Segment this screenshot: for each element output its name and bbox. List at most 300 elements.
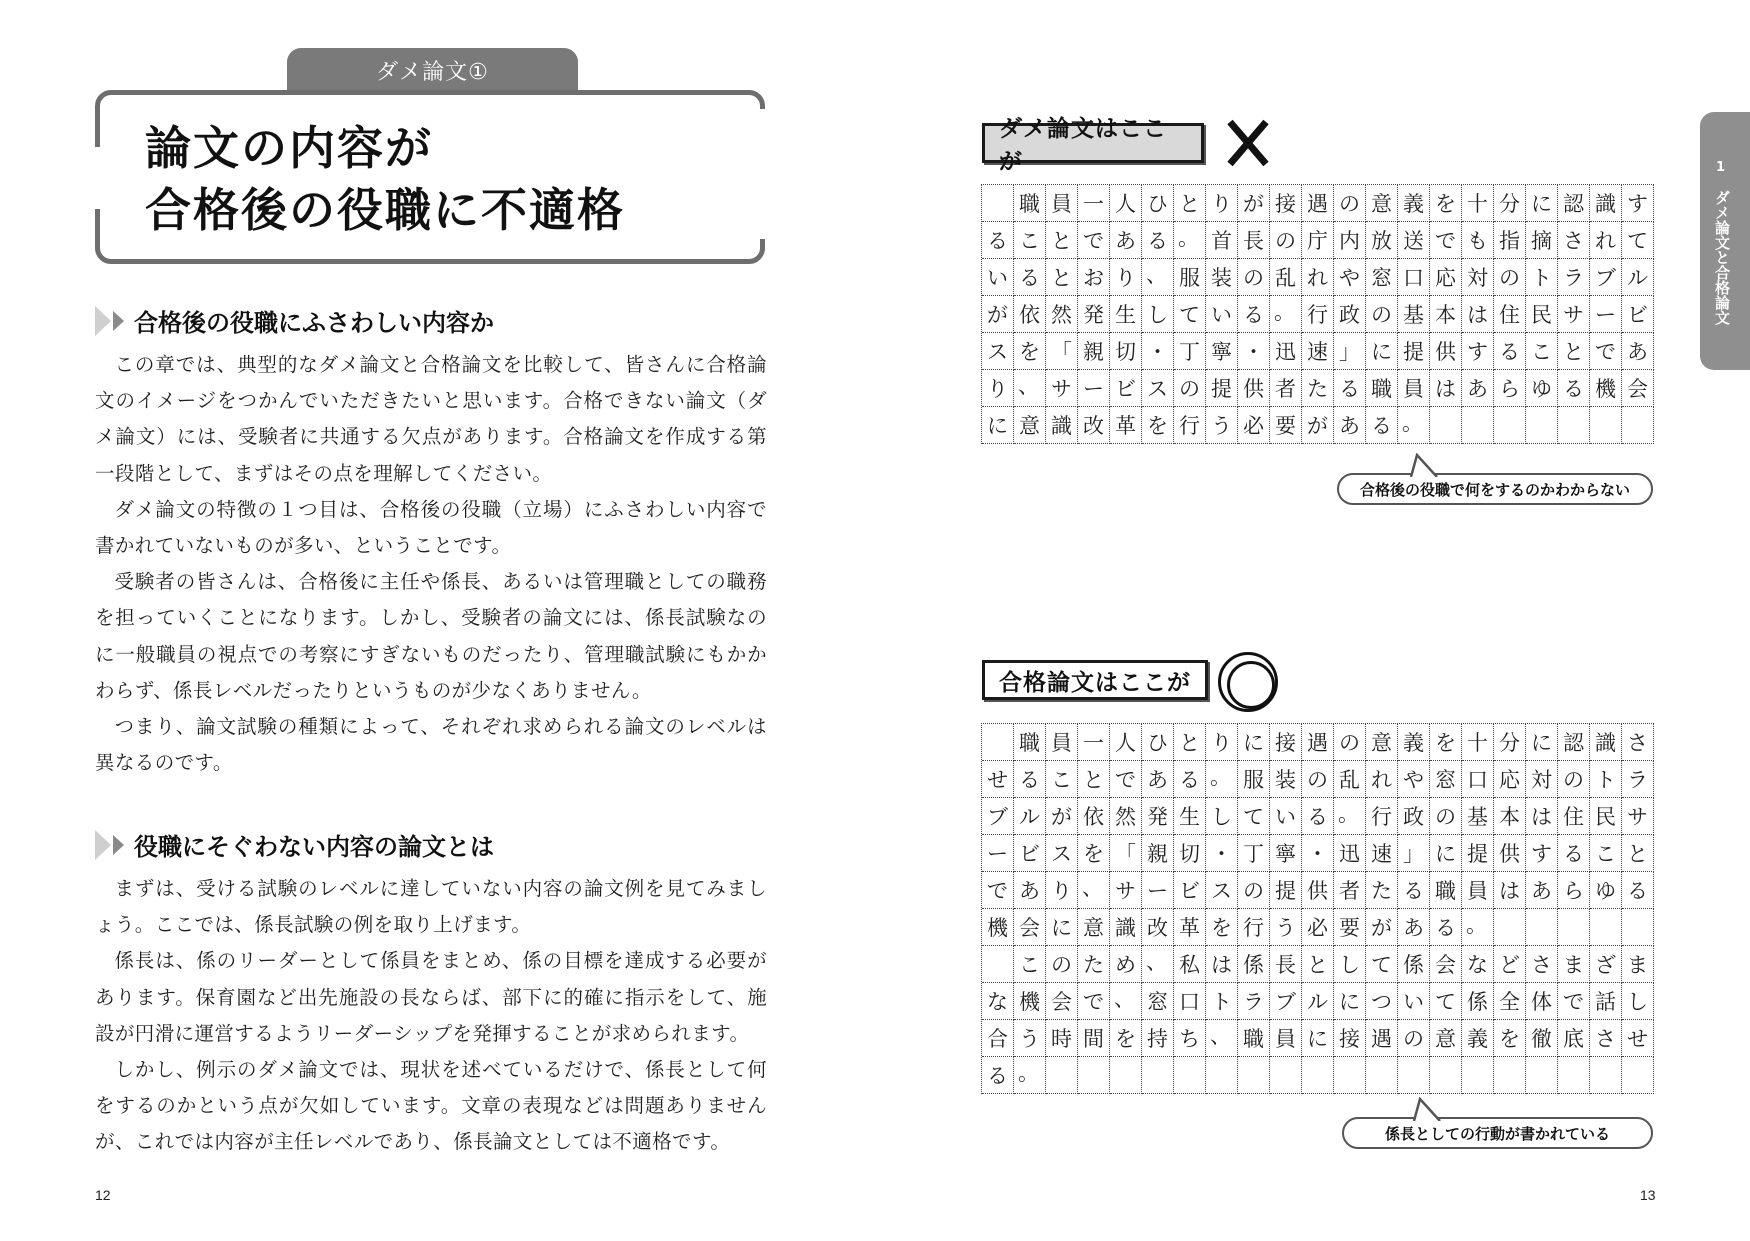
grid-cell: 義 (1462, 1020, 1494, 1057)
grid-cell: 民 (1526, 296, 1558, 333)
grid-cell: 十 (1462, 724, 1494, 761)
grid-cell (1302, 1057, 1334, 1094)
grid-cell: 供 (1430, 333, 1462, 370)
grid-cell: 、 (1014, 370, 1046, 407)
grid-cell: 員 (1046, 185, 1078, 222)
grid-cell: ト (1526, 259, 1558, 296)
grid-cell: 人 (1110, 185, 1142, 222)
grid-cell: 会 (1430, 946, 1462, 983)
paragraph: つまり、論文試験の種類によって、それぞれ求められる論文のレベルは異なるのです。 (95, 715, 767, 775)
grid-cell: 生 (1174, 798, 1206, 835)
grid-cell: 職 (1014, 724, 1046, 761)
page-number-right: 13 (1640, 1187, 1656, 1203)
grid-cell: つ (1366, 983, 1398, 1020)
grid-cell: す (1526, 835, 1558, 872)
grid-cell: 乱 (1270, 259, 1302, 296)
grid-cell: 口 (1462, 761, 1494, 798)
grid-cell: の (1558, 761, 1590, 798)
grid-cell: 行 (1366, 798, 1398, 835)
paragraph: 係長は、係のリーダーとして係員をまとめ、係の目標を達成する必要があります。保育園など出先施設の長ならば、部下に的確に指示をして、施設が円滑に運営するようリーダーシップを発揮することが求められます。 (95, 949, 767, 1045)
grid-cell: す (1622, 185, 1654, 222)
paragraph: 受験者の皆さんは、合格後に主任や係長、あるいは管理職としての職務を担っていくことになります。しかし、受験者の論文には、係長試験なのに一般職員の視点での考察にすぎないものだったり、管理職試験にもかかわらず、係長レベルだったりというものが少なくありません。 (95, 570, 767, 702)
grid-cell: 一 (1078, 185, 1110, 222)
grid-cell: 発 (1142, 798, 1174, 835)
grid-cell: を (1078, 835, 1110, 872)
grid-cell: 」 (1334, 333, 1366, 370)
grid-cell: 親 (1142, 835, 1174, 872)
grid-cell: 持 (1142, 1020, 1174, 1057)
grid-cell: 長 (1238, 222, 1270, 259)
grid-cell: 必 (1238, 407, 1270, 444)
grid-cell: 認 (1558, 185, 1590, 222)
grid-cell: 服 (1174, 259, 1206, 296)
grid-cell: が (982, 296, 1014, 333)
grid-cell: 寧 (1270, 835, 1302, 872)
grid-cell: ビ (1174, 872, 1206, 909)
grid-cell: 民 (1590, 798, 1622, 835)
grid-cell: さ (1558, 222, 1590, 259)
grid-cell: 会 (1622, 370, 1654, 407)
grid-cell (1590, 407, 1622, 444)
grid-cell: 職 (1430, 872, 1462, 909)
grid-cell: ビ (1110, 370, 1142, 407)
grid-cell: 基 (1462, 798, 1494, 835)
grid-cell: に (1526, 185, 1558, 222)
grid-cell: す (1462, 333, 1494, 370)
grid-cell: 「 (1046, 333, 1078, 370)
grid-cell: る (1558, 370, 1590, 407)
comment-text: 合格後の役職で何をするのかわからない (1359, 480, 1630, 499)
grid-cell (1622, 1057, 1654, 1094)
chapter-number: 1 (1716, 160, 1726, 175)
grid-cell (1622, 407, 1654, 444)
grid-cell: 提 (1398, 333, 1430, 370)
grid-cell: 然 (1110, 798, 1142, 835)
grid-cell: 寧 (1206, 333, 1238, 370)
grid-cell: ル (1622, 259, 1654, 296)
grid-cell: ラ (1238, 983, 1270, 1020)
grid-cell: を (1142, 407, 1174, 444)
grid-cell (1558, 909, 1590, 946)
grid-cell: る (1398, 872, 1430, 909)
grid-cell: 対 (1462, 259, 1494, 296)
title-box (95, 90, 765, 264)
grid-cell: 窓 (1430, 761, 1462, 798)
grid-cell: さ (1590, 1020, 1622, 1057)
grid-cell: な (982, 983, 1014, 1020)
grid-cell: ト (1590, 761, 1622, 798)
grid-cell (1494, 1057, 1526, 1094)
grid-cell: に (982, 407, 1014, 444)
grid-cell: で (982, 872, 1014, 909)
grid-cell: 」 (1398, 835, 1430, 872)
grid-cell: る (1238, 296, 1270, 333)
grid-cell: 者 (1334, 872, 1366, 909)
grid-cell: 依 (1078, 798, 1110, 835)
grid-cell (982, 724, 1014, 761)
grid-cell: る (1558, 835, 1590, 872)
grid-cell: ー (982, 835, 1014, 872)
grid-cell: 装 (1206, 259, 1238, 296)
grid-cell: 人 (1110, 724, 1142, 761)
grid-cell: う (1206, 407, 1238, 444)
grid-cell: 間 (1078, 1020, 1110, 1057)
grid-cell (1110, 1057, 1142, 1094)
title-line-2: 合格後の役職に不適格 (145, 183, 625, 237)
comment-text: 係長としての行動が書かれている (1384, 1124, 1610, 1143)
section-2-body (95, 871, 767, 1161)
grid-cell: 提 (1270, 872, 1302, 909)
grid-cell: ゆ (1590, 872, 1622, 909)
grid-cell (1590, 1057, 1622, 1094)
grid-cell: 要 (1270, 407, 1302, 444)
grid-cell: り (1206, 724, 1238, 761)
grid-cell (982, 185, 1014, 222)
grid-cell: 提 (1206, 370, 1238, 407)
grid-cell: ち (1174, 1020, 1206, 1057)
grid-cell: を (1206, 909, 1238, 946)
grid-cell: 意 (1014, 407, 1046, 444)
grid-cell: れ (1302, 259, 1334, 296)
grid-cell: 識 (1046, 407, 1078, 444)
grid-cell: の (1334, 724, 1366, 761)
grid-cell: り (1046, 872, 1078, 909)
grid-cell: い (982, 259, 1014, 296)
grid-cell: 生 (1110, 296, 1142, 333)
grid-cell: 。 (1014, 1057, 1046, 1094)
grid-cell: ス (1046, 835, 1078, 872)
grid-cell: 機 (1014, 983, 1046, 1020)
grid-cell: 服 (1238, 761, 1270, 798)
chapter-label: ダメ論文と合格論文 (1713, 190, 1731, 325)
grid-cell (1462, 1057, 1494, 1094)
grid-cell: 遇 (1366, 1020, 1398, 1057)
grid-cell: て (1622, 222, 1654, 259)
grid-cell: 発 (1078, 296, 1110, 333)
grid-cell: あ (1398, 909, 1430, 946)
grid-cell: 摘 (1526, 222, 1558, 259)
grid-cell: 意 (1430, 1020, 1462, 1057)
grid-cell: る (1430, 909, 1462, 946)
grid-cell: 徹 (1526, 1020, 1558, 1057)
grid-cell: 係 (1238, 946, 1270, 983)
grid-cell: 体 (1526, 983, 1558, 1020)
double-arrow-icon (95, 830, 124, 860)
grid-cell: 、 (1110, 983, 1142, 1020)
border-gap (94, 147, 102, 209)
grid-cell: 。 (1334, 798, 1366, 835)
grid-cell: の (1334, 185, 1366, 222)
grid-cell: あ (1110, 222, 1142, 259)
grid-cell: 意 (1366, 724, 1398, 761)
grid-cell: せ (982, 761, 1014, 798)
grid-cell: 一 (1078, 724, 1110, 761)
grid-cell (1622, 909, 1654, 946)
grid-cell: せ (1622, 1020, 1654, 1057)
grid-cell: は (1206, 946, 1238, 983)
grid-cell: サ (1622, 798, 1654, 835)
grid-cell: さ (1526, 946, 1558, 983)
grid-cell: こ (1590, 835, 1622, 872)
grid-cell: 認 (1558, 724, 1590, 761)
grid-cell: も (1462, 222, 1494, 259)
grid-cell: 。 (1270, 296, 1302, 333)
grid-cell: 時 (1046, 1020, 1078, 1057)
grid-cell: に (1430, 835, 1462, 872)
grid-cell: で (1110, 761, 1142, 798)
grid-cell: 職 (1014, 185, 1046, 222)
grid-cell: あ (1334, 407, 1366, 444)
grid-cell: と (1078, 761, 1110, 798)
grid-cell: あ (1142, 761, 1174, 798)
grid-cell: は (1430, 370, 1462, 407)
grid-cell: 革 (1174, 909, 1206, 946)
grid-cell: 員 (1462, 872, 1494, 909)
grid-cell: て (1366, 946, 1398, 983)
grid-cell: 義 (1398, 185, 1430, 222)
grid-cell: は (1526, 798, 1558, 835)
grid-cell: や (1398, 761, 1430, 798)
grid-cell: ラ (1622, 761, 1654, 798)
grid-cell: 識 (1590, 724, 1622, 761)
grid-cell: る (1334, 370, 1366, 407)
grid-cell: ラ (1558, 259, 1590, 296)
grid-cell: 庁 (1302, 222, 1334, 259)
title-line-1: 論文の内容が (145, 121, 433, 175)
grid-cell: 接 (1334, 1020, 1366, 1057)
grid-cell: 接 (1270, 724, 1302, 761)
grid-cell: と (1558, 333, 1590, 370)
paragraph: しかし、例示のダメ論文では、現状を述べているだけで、係長として何をするのかという点が欠如しています。文章の表現などは問題ありませんが、これでは内容が主任レベルであり、係長論文としては不適格です。 (95, 1058, 767, 1154)
grid-cell: 会 (1046, 983, 1078, 1020)
grid-cell: 指 (1494, 222, 1526, 259)
grid-cell: 、 (1078, 872, 1110, 909)
grid-cell: 迅 (1334, 835, 1366, 872)
grid-cell: あ (1622, 333, 1654, 370)
grid-cell: 長 (1270, 946, 1302, 983)
grid-cell: な (1462, 946, 1494, 983)
grid-cell: 者 (1270, 370, 1302, 407)
grid-cell (1046, 1057, 1078, 1094)
grid-cell: り (1110, 259, 1142, 296)
section-1-body (95, 347, 767, 781)
grid-cell: た (1078, 946, 1110, 983)
double-arrow-icon (95, 306, 124, 336)
grid-cell: ま (1558, 946, 1590, 983)
grid-cell: が (1366, 909, 1398, 946)
grid-cell: を (1110, 1020, 1142, 1057)
grid-cell: 住 (1558, 798, 1590, 835)
grid-cell: ・ (1142, 333, 1174, 370)
border-gap (758, 109, 766, 239)
grid-cell: 切 (1174, 835, 1206, 872)
grid-cell: 政 (1398, 798, 1430, 835)
grid-cell (1430, 1057, 1462, 1094)
grid-cell: 本 (1430, 296, 1462, 333)
grid-cell: の (1238, 259, 1270, 296)
good-essay-label: 合格論文はここが (982, 660, 1208, 700)
grid-cell: 接 (1270, 185, 1302, 222)
grid-cell: ゆ (1526, 370, 1558, 407)
grid-cell (1430, 407, 1462, 444)
grid-cell: ル (1302, 983, 1334, 1020)
grid-cell: る (1174, 761, 1206, 798)
grid-cell: い (1206, 296, 1238, 333)
grid-cell: ら (1558, 872, 1590, 909)
grid-cell: 意 (1366, 185, 1398, 222)
grid-cell: 員 (1270, 1020, 1302, 1057)
grid-cell: 意 (1078, 909, 1110, 946)
grid-cell: に (1526, 724, 1558, 761)
grid-cell: 内 (1334, 222, 1366, 259)
grid-cell: ビ (1622, 296, 1654, 333)
grid-cell: あ (1526, 872, 1558, 909)
grid-cell: 私 (1174, 946, 1206, 983)
grid-cell: ス (982, 333, 1014, 370)
grid-cell (1142, 1057, 1174, 1094)
manuscript-grid-bad (981, 184, 1654, 444)
grid-cell: ブ (1590, 259, 1622, 296)
grid-cell: 速 (1366, 835, 1398, 872)
grid-cell: の (1302, 761, 1334, 798)
grid-cell: の (1238, 872, 1270, 909)
grid-cell: 「 (1110, 835, 1142, 872)
grid-cell: 合 (982, 1020, 1014, 1057)
grid-cell: と (1174, 724, 1206, 761)
grid-cell: 必 (1302, 909, 1334, 946)
grid-cell: に (1366, 333, 1398, 370)
grid-cell (1558, 1057, 1590, 1094)
grid-cell: に (1046, 909, 1078, 946)
bad-essay-label: ダメ論文はここが (982, 123, 1204, 163)
grid-cell (1494, 407, 1526, 444)
grid-cell: れ (1590, 222, 1622, 259)
grid-cell: 、 (1206, 1020, 1238, 1057)
grid-cell (1398, 1057, 1430, 1094)
grid-cell: 係 (1462, 983, 1494, 1020)
grid-cell: 。 (1174, 222, 1206, 259)
grid-cell (1590, 909, 1622, 946)
grid-cell: し (1142, 296, 1174, 333)
grid-cell: こ (1014, 946, 1046, 983)
grid-cell: と (1302, 946, 1334, 983)
grid-cell: ビ (1014, 835, 1046, 872)
grid-cell: ど (1494, 946, 1526, 983)
grid-cell: 分 (1494, 185, 1526, 222)
grid-cell: 口 (1398, 259, 1430, 296)
grid-cell: 改 (1078, 407, 1110, 444)
grid-cell: ス (1206, 872, 1238, 909)
grid-cell: は (1462, 296, 1494, 333)
grid-cell: 乱 (1334, 761, 1366, 798)
grid-cell: ー (1142, 872, 1174, 909)
grid-cell: に (1302, 1020, 1334, 1057)
grid-cell: で (1430, 222, 1462, 259)
grid-cell: た (1366, 872, 1398, 909)
section-heading-1 (95, 303, 494, 338)
grid-cell: 話 (1590, 983, 1622, 1020)
grid-cell: と (1046, 259, 1078, 296)
grid-cell: 係 (1398, 946, 1430, 983)
grid-cell (1494, 909, 1526, 946)
section-heading-text: 合格後の役職にふさわしい内容か (134, 309, 494, 337)
grid-cell: 応 (1494, 761, 1526, 798)
grid-cell (1526, 407, 1558, 444)
grid-cell: ル (1014, 798, 1046, 835)
grid-cell: 丁 (1238, 835, 1270, 872)
grid-cell: ー (1590, 296, 1622, 333)
grid-cell: の (1494, 259, 1526, 296)
grid-cell: り (1206, 185, 1238, 222)
grid-cell: た (1302, 370, 1334, 407)
grid-cell: が (1302, 407, 1334, 444)
grid-cell: う (1014, 1020, 1046, 1057)
grid-cell (1334, 1057, 1366, 1094)
grid-cell: ス (1142, 370, 1174, 407)
grid-cell: 速 (1302, 333, 1334, 370)
grid-cell: 送 (1398, 222, 1430, 259)
grid-cell: が (1238, 185, 1270, 222)
grid-cell: が (1046, 798, 1078, 835)
grid-cell: ・ (1206, 835, 1238, 872)
grid-cell: の (1174, 370, 1206, 407)
section-heading-2 (95, 827, 494, 862)
grid-cell: で (1078, 983, 1110, 1020)
chapter-tab[interactable] (1700, 112, 1750, 370)
grid-cell: 識 (1110, 909, 1142, 946)
grid-cell: の (1430, 798, 1462, 835)
grid-cell: サ (1558, 296, 1590, 333)
grid-cell: 親 (1078, 333, 1110, 370)
grid-cell: 対 (1526, 761, 1558, 798)
grid-cell: る (1014, 259, 1046, 296)
grid-cell: 提 (1462, 835, 1494, 872)
grid-cell: と (1046, 222, 1078, 259)
cross-icon (1226, 118, 1270, 168)
grid-cell: 。 (1462, 909, 1494, 946)
grid-cell: て (1174, 296, 1206, 333)
grid-cell: こ (1526, 333, 1558, 370)
grid-cell: 丁 (1174, 333, 1206, 370)
grid-cell: に (1238, 724, 1270, 761)
grid-cell: に (1334, 983, 1366, 1020)
grid-cell: 然 (1046, 296, 1078, 333)
grid-cell: 十 (1462, 185, 1494, 222)
grid-cell: こ (1046, 761, 1078, 798)
grid-cell: と (1174, 185, 1206, 222)
grid-cell: 行 (1174, 407, 1206, 444)
grid-cell: 放 (1366, 222, 1398, 259)
grid-cell: 応 (1430, 259, 1462, 296)
grid-cell (1526, 909, 1558, 946)
grid-cell: し (1206, 798, 1238, 835)
grid-cell: 機 (1590, 370, 1622, 407)
grid-cell: 義 (1398, 724, 1430, 761)
grid-cell: を (1430, 724, 1462, 761)
grid-cell: ブ (1270, 983, 1302, 1020)
grid-cell: を (1494, 1020, 1526, 1057)
grid-cell: る (1494, 333, 1526, 370)
grid-cell (1558, 407, 1590, 444)
grid-cell: 会 (1014, 909, 1046, 946)
grid-cell (1526, 1057, 1558, 1094)
grid-cell: ト (1206, 983, 1238, 1020)
grid-cell: の (1398, 1020, 1430, 1057)
grid-cell: ら (1494, 370, 1526, 407)
grid-cell: で (1558, 983, 1590, 1020)
grid-cell: あ (1014, 872, 1046, 909)
grid-cell: は (1494, 872, 1526, 909)
